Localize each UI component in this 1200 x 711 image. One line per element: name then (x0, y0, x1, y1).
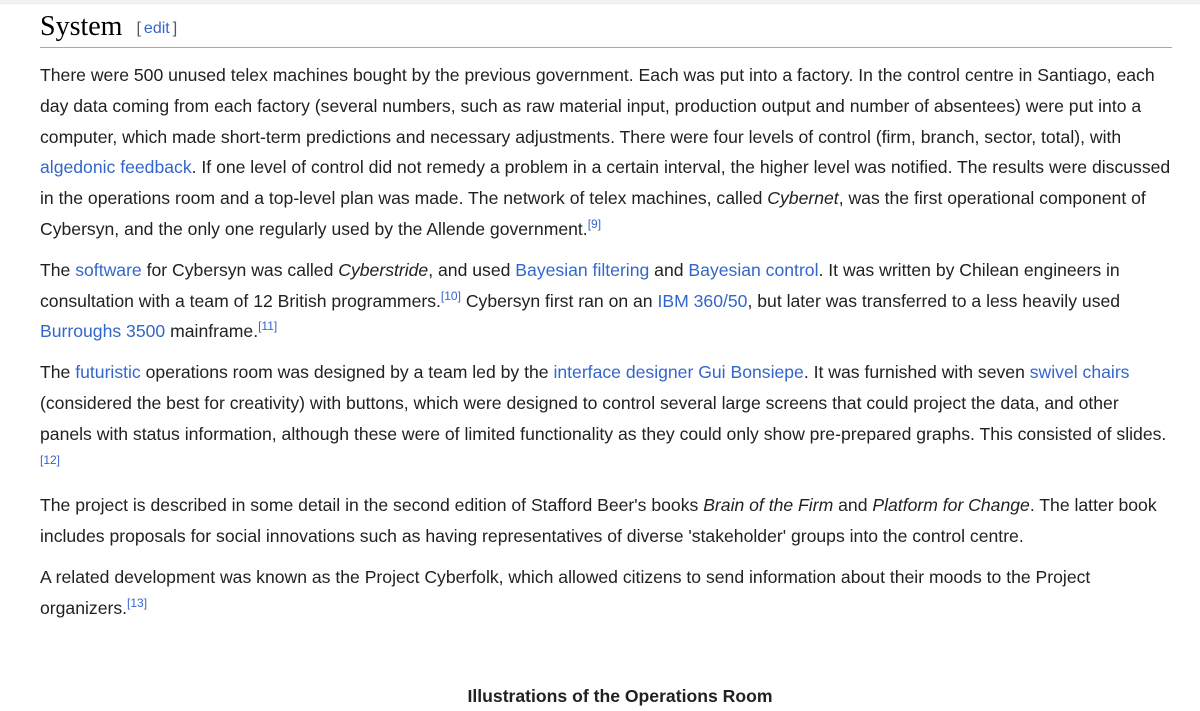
paragraph-software (40, 255, 1172, 347)
edit-bracket-close: ] (172, 20, 178, 37)
paragraph-cyberfolk (40, 562, 1172, 624)
edit-section-link[interactable]: edit (143, 20, 170, 37)
citation-13 (127, 596, 147, 610)
text: The project is described in some detail in the second edition of Stafford Beer's books (40, 495, 704, 516)
link-algedonic-feedback[interactable]: algedonic feedback (40, 157, 192, 178)
text: , was the first operational component of Cybersyn, and the only one regularly used by the Allende government. (40, 188, 1146, 239)
text: mainframe. (165, 321, 259, 342)
text: The (40, 362, 76, 383)
text: operations room was designed by a team led by the (140, 362, 554, 383)
citation-link-10[interactable]: [10] (440, 288, 461, 303)
article-content (40, 10, 1172, 634)
paragraph-project-description (40, 490, 1172, 552)
text: (considered the best for creativity) with buttons, which were designed to control several large screens that could project the data, and other panels with status information, although these were of limited functionality as they could only show pre-prepared graphs. This consisted of slides. (40, 392, 1167, 444)
text: . The latter book includes proposals for social innovations such as having representatives of diverse 'stakeholder' groups into the control centre. (40, 495, 1157, 547)
citation-10 (441, 289, 461, 303)
text: The (40, 259, 76, 280)
citation-9 (588, 217, 601, 231)
italic-cybernet: Cybernet (767, 188, 839, 209)
text: . It was furnished with seven (803, 362, 1030, 383)
section-heading (40, 10, 1172, 48)
citation-11 (258, 319, 277, 333)
text: , but later was transferred to a less heavily used (747, 290, 1121, 311)
text: and (833, 495, 873, 516)
citation-link-13[interactable]: [13] (127, 595, 148, 610)
paragraph-operations-room (40, 357, 1172, 480)
italic-platform-for-change: Platform for Change (872, 495, 1030, 516)
text: A related development was known as the Project Cyberfolk, which allowed citizens to send information about their moods to the Project organizers. (40, 566, 1091, 618)
text: . It was written by Chilean engineers in consultation with a team of 12 British programmers. (40, 259, 1120, 311)
link-bayesian-filtering[interactable]: Bayesian filtering (515, 259, 650, 280)
edit-bracket-open: [ (136, 20, 141, 37)
italic-cyberstride: Cyberstride (338, 259, 429, 280)
citation-12 (40, 453, 60, 467)
link-interface-designer[interactable]: interface designer (553, 362, 694, 383)
paragraph-telex (40, 60, 1172, 245)
italic-brain-of-the-firm: Brain of the Firm (703, 495, 834, 516)
link-futuristic[interactable]: futuristic (75, 362, 141, 383)
text: There were 500 unused telex machines bought by the previous government. Each was put into a factory. In the control centre in Santiago, each day data coming from each factory (several numbers, such as raw material input, production output and number of absentees) were put into a computer, which made short-term predictions and necessary adjustments. There were four levels of control (firm, branch, sector, total), with (40, 65, 1155, 147)
citation-link-9[interactable]: [9] (587, 216, 602, 231)
text: and (649, 259, 689, 280)
text: , and used (428, 259, 516, 280)
text: . If one level of control did not remedy a problem in a certain interval, the higher level was notified. The results were discussed in the operations room and a top-level plan was made. The network of telex machines, called (40, 157, 1171, 209)
link-software[interactable]: software (75, 259, 142, 280)
gallery-caption: Illustrations of the Operations Room (467, 686, 773, 706)
top-border (0, 0, 1200, 4)
link-ibm-360-50[interactable]: IBM 360/50 (657, 290, 748, 311)
section-title: System (40, 11, 123, 42)
text: for Cybersyn was called (141, 259, 339, 280)
link-gui-bonsiepe[interactable]: Gui Bonsiepe (698, 362, 804, 383)
link-burroughs-3500[interactable]: Burroughs 3500 (40, 321, 166, 342)
link-swivel-chairs[interactable]: swivel chairs (1029, 362, 1130, 383)
citation-link-12[interactable]: [12] (40, 452, 61, 467)
text: Cybersyn first ran on an (460, 290, 658, 311)
citation-link-11[interactable]: [11] (258, 319, 278, 334)
link-bayesian-control[interactable]: Bayesian control (688, 259, 819, 280)
edit-section-bracket (136, 20, 177, 37)
